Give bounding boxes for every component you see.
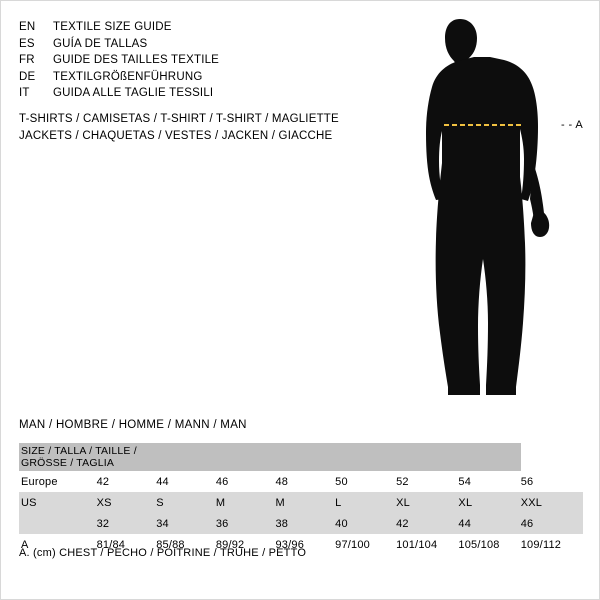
language-row [19,85,359,102]
cell: 109/112 [521,534,583,555]
language-text: TEXTILGRÖßENFÜHRUNG [53,70,203,83]
table-row [19,513,583,534]
cell: 93/96 [275,534,335,555]
language-code: DE [19,70,36,83]
cell: 42 [97,471,157,492]
cell: XL [458,492,520,513]
footnote: A. (cm) CHEST / PECHO / POITRINE / TRUHE / PETTO [19,547,307,559]
language-text: GUIDA ALLE TAGLIE TESSILI [53,87,214,99]
category-list [19,111,379,145]
male-silhouette-figure [396,13,596,403]
cell: 97/100 [335,534,396,555]
cell: M [275,492,335,513]
row-label: Europe [19,471,97,492]
cell: 40 [335,513,396,534]
category-jackets: JACKETS / CHAQUETAS / VESTES / JACKEN / GIACCHE [19,130,333,142]
language-code: IT [19,87,30,99]
cell: M [216,492,276,513]
language-text: TEXTILE SIZE GUIDE [53,21,172,33]
language-row [19,69,359,86]
cell: 101/104 [396,534,458,555]
cell: 34 [156,513,216,534]
measure-label-a: - - A [561,119,584,131]
cell: 81/84 [97,534,157,555]
table-header-blank [275,443,335,471]
table-header-row [19,443,583,471]
cell: 36 [216,513,276,534]
language-code: FR [19,54,35,66]
cell: XXL [521,492,583,513]
language-row [19,52,359,69]
language-text: GUIDE DES TAILLES TEXTILE [53,54,220,66]
row-label: US [19,492,97,513]
category-tshirts: T-SHIRTS / CAMISETAS / T-SHIRT / T-SHIRT / MAGLIETTE [19,113,339,125]
cell: 52 [396,471,458,492]
table-row [19,471,583,492]
table-header-label: SIZE / TALLA / TAILLE / GRÖSSE / TAGLIA [19,443,156,471]
cell: 56 [521,471,583,492]
table-header-blank [458,443,520,471]
cell: 105/108 [458,534,520,555]
cell: 89/92 [216,534,276,555]
language-row [19,19,359,36]
cell: XS [97,492,157,513]
size-table [19,443,583,555]
table-header-blank [396,443,458,471]
language-list [19,19,359,102]
cell: XL [396,492,458,513]
language-row [19,36,359,53]
language-text: GUÍA DE TALLAS [53,37,148,50]
silhouette-icon [396,13,596,403]
cell: 32 [97,513,157,534]
cell: L [335,492,396,513]
row-label [19,513,97,534]
language-code: EN [19,21,36,33]
cell: 46 [521,513,583,534]
cell: 44 [458,513,520,534]
cell: 46 [216,471,276,492]
cell: 38 [275,513,335,534]
cell: 42 [396,513,458,534]
table-title: MAN / HOMBRE / HOMME / MANN / MAN [19,419,247,431]
cell: 85/88 [156,534,216,555]
table-header-blank [156,443,216,471]
cell: S [156,492,216,513]
row-label: A [19,534,97,555]
table-row [19,492,583,513]
table-header-blank [335,443,396,471]
cell: 54 [458,471,520,492]
cell: 48 [275,471,335,492]
table-header-blank [216,443,276,471]
cell: 50 [335,471,396,492]
language-code: ES [19,37,35,50]
cell: 44 [156,471,216,492]
